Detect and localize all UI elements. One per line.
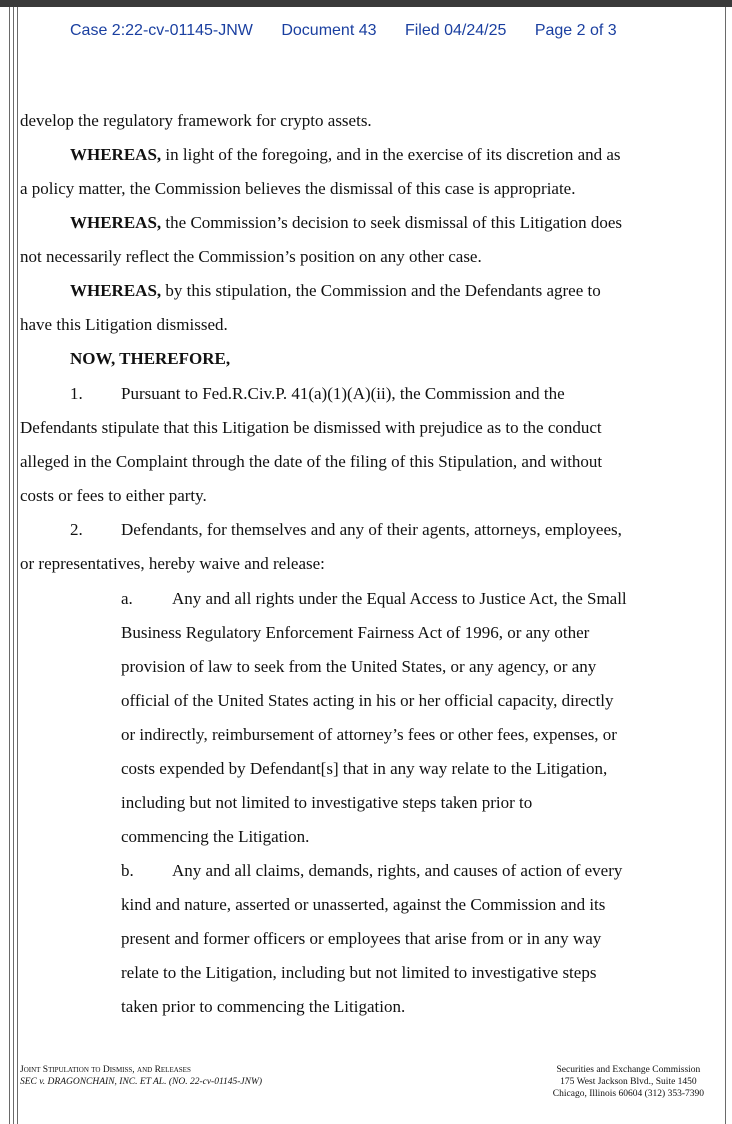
case-number: Case 2:22-cv-01145-JNW <box>70 22 253 39</box>
footer-document-title: Joint Stipulation to Dismiss, and Releases <box>20 1065 191 1075</box>
subparagraph-label-b: b. <box>121 861 134 880</box>
page-indicator: Page 2 of 3 <box>534 22 617 39</box>
body-line: or representatives, hereby waive and release: <box>20 554 325 573</box>
whereas-paragraph-1 <box>70 145 621 165</box>
body-line: official of the United States acting in his or her official capacity, directly <box>121 691 614 710</box>
filing-header <box>70 22 617 40</box>
whereas-label: WHEREAS, <box>70 213 162 232</box>
body-line: relate to the Litigation, including but not limited to investigative steps <box>121 963 597 982</box>
body-line: Defendants stipulate that this Litigation be dismissed with prejudice as to the conduct <box>20 418 602 437</box>
body-line: Any and all rights under the Equal Access to Justice Act, the Small <box>172 589 627 608</box>
whereas-label: WHEREAS, <box>70 145 162 164</box>
whereas-label: WHEREAS, <box>70 281 162 300</box>
footer-agency-name: Securities and Exchange Commission <box>556 1065 701 1075</box>
whereas-paragraph-3 <box>70 281 601 301</box>
paragraph-number-2: 2. <box>70 520 83 539</box>
body-line: have this Litigation dismissed. <box>20 315 228 334</box>
footer-caption <box>20 1064 262 1088</box>
right-margin-rule <box>725 7 726 1124</box>
body-line: Pursuant to Fed.R.Civ.P. 41(a)(1)(A)(ii), the Commission and the <box>121 384 565 403</box>
subparagraph-label-a: a. <box>121 589 133 608</box>
footer-street-address: 175 West Jackson Blvd., Suite 1450 <box>560 1077 697 1087</box>
left-margin-rule-inner <box>13 7 14 1124</box>
whereas-paragraph-2 <box>70 213 622 233</box>
footer-case-caption: SEC v. DRAGONCHAIN, INC. ET AL. (NO. 22-cv-01145-JNW) <box>20 1077 263 1087</box>
body-line: costs or fees to either party. <box>20 486 207 505</box>
body-line: Business Regulatory Enforcement Fairness Act of 1996, or any other <box>121 623 590 642</box>
now-therefore-heading: NOW, THEREFORE, <box>70 349 231 368</box>
footer-address-block <box>553 1064 704 1100</box>
whereas-text: the Commission’s decision to seek dismissal of this Litigation does <box>161 213 623 232</box>
document-number: Document 43 <box>281 22 377 39</box>
footer-city-phone: Chicago, Illinois 60604 (312) 353-7390 <box>552 1089 704 1099</box>
filed-date: Filed 04/24/25 <box>404 22 507 39</box>
body-line: or indirectly, reimbursement of attorney’s fees or other fees, expenses, or <box>121 725 617 744</box>
body-line: alleged in the Complaint through the date of the filing of this Stipulation, and without <box>20 452 603 471</box>
body-line: Any and all claims, demands, rights, and causes of action of every <box>172 861 623 880</box>
body-line: taken prior to commencing the Litigation. <box>121 997 406 1016</box>
body-line: commencing the Litigation. <box>121 827 310 846</box>
whereas-text: in light of the foregoing, and in the exercise of its discretion and as <box>161 145 621 164</box>
body-line: including but not limited to investigative steps taken prior to <box>121 793 533 812</box>
body-line: kind and nature, asserted or unasserted, against the Commission and its <box>121 895 606 914</box>
body-line: Defendants, for themselves and any of their agents, attorneys, employees, <box>121 520 622 539</box>
left-margin-rule-third <box>17 7 18 1124</box>
left-margin-rule <box>9 7 10 1124</box>
top-bar <box>0 0 732 7</box>
paragraph-number-1: 1. <box>70 384 83 403</box>
body-line: costs expended by Defendant[s] that in any way relate to the Litigation, <box>121 759 608 778</box>
body-line: present and former officers or employees that arise from or in any way <box>121 929 602 948</box>
body-line: develop the regulatory framework for crypto assets. <box>20 111 372 130</box>
whereas-text: by this stipulation, the Commission and the Defendants agree to <box>161 281 601 300</box>
body-line: provision of law to seek from the United States, or any agency, or any <box>121 657 597 676</box>
body-line: not necessarily reflect the Commission’s position on any other case. <box>20 247 482 266</box>
body-line: a policy matter, the Commission believes the dismissal of this case is appropriate. <box>20 179 576 198</box>
